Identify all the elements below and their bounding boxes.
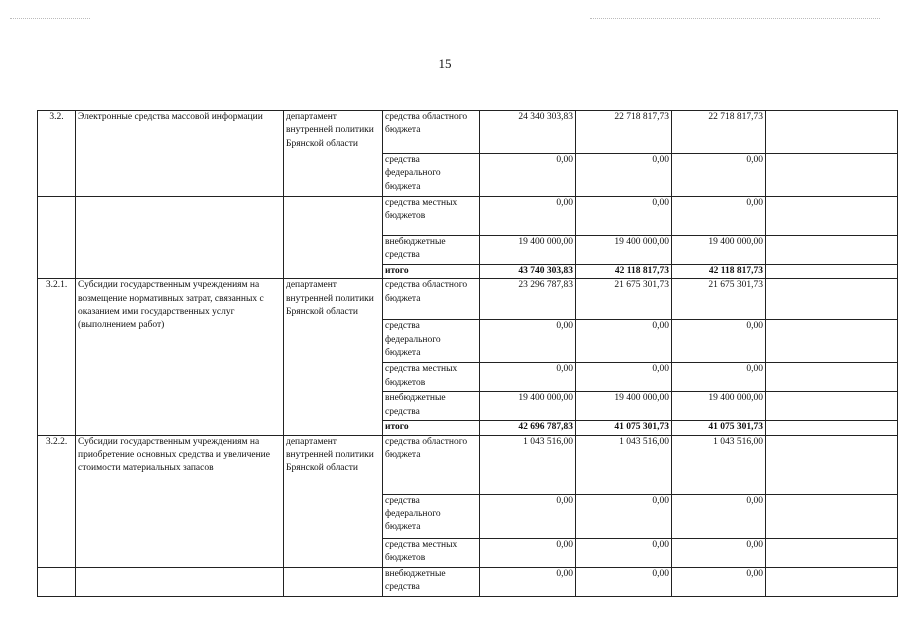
empty-cell (766, 435, 898, 494)
total-label: итого (383, 421, 480, 435)
item-code: 3.2.2. (38, 435, 76, 567)
source-label: средства местных бюджетов (383, 363, 480, 392)
empty-cell (766, 494, 898, 538)
source-label: средства областного бюджета (383, 279, 480, 320)
total-cell: 42 696 787,83 (480, 421, 576, 435)
total-cell: 41 075 301,73 (672, 421, 766, 435)
source-label: внебюджетные средства (383, 567, 480, 596)
empty-cell (284, 197, 383, 279)
empty-cell (76, 197, 284, 279)
amount-cell: 24 340 303,83 (480, 111, 576, 154)
amount-cell: 0,00 (672, 154, 766, 197)
amount-cell: 0,00 (672, 538, 766, 567)
responsible-cell: департамент внутренней политики Брянской области (284, 111, 383, 197)
empty-cell (766, 421, 898, 435)
responsible-cell: департамент внутренней политики Брянской области (284, 279, 383, 435)
amount-cell: 21 675 301,73 (672, 279, 766, 320)
total-cell: 41 075 301,73 (576, 421, 672, 435)
source-label: средства областного бюджета (383, 435, 480, 494)
item-title: Субсидии государственным учреждениям на возмещение нормативных затрат, связанных с оказанием ими государственных услуг (выполнением работ) (76, 279, 284, 435)
amount-cell: 0,00 (480, 538, 576, 567)
total-cell: 43 740 303,83 (480, 265, 576, 279)
empty-cell (766, 392, 898, 421)
item-code: 3.2. (38, 111, 76, 197)
empty-cell (284, 567, 383, 596)
empty-cell (766, 320, 898, 363)
amount-cell: 0,00 (672, 197, 766, 236)
scan-artifact (10, 18, 90, 20)
empty-cell (766, 567, 898, 596)
source-label: средства федерального бюджета (383, 494, 480, 538)
table-row (38, 279, 898, 320)
empty-cell (766, 111, 898, 154)
amount-cell: 0,00 (576, 363, 672, 392)
amount-cell: 0,00 (672, 320, 766, 363)
empty-cell (76, 567, 284, 596)
amount-cell: 23 296 787,83 (480, 279, 576, 320)
total-label: итого (383, 265, 480, 279)
table-row (38, 435, 898, 494)
amount-cell: 0,00 (480, 154, 576, 197)
amount-cell: 1 043 516,00 (480, 435, 576, 494)
total-cell: 42 118 817,73 (672, 265, 766, 279)
amount-cell: 0,00 (576, 197, 672, 236)
amount-cell: 1 043 516,00 (576, 435, 672, 494)
amount-cell: 0,00 (480, 363, 576, 392)
amount-cell: 19 400 000,00 (480, 236, 576, 265)
amount-cell: 19 400 000,00 (576, 236, 672, 265)
amount-cell: 21 675 301,73 (576, 279, 672, 320)
budget-table (37, 110, 898, 597)
source-label: внебюджетные средства (383, 392, 480, 421)
total-cell: 42 118 817,73 (576, 265, 672, 279)
empty-cell (766, 279, 898, 320)
amount-cell: 0,00 (480, 320, 576, 363)
source-label: средства федерального бюджета (383, 154, 480, 197)
source-label: средства местных бюджетов (383, 538, 480, 567)
item-title: Субсидии государственным учреждениям на приобретение основных средства и увеличение стоимости материальных запасов (76, 435, 284, 567)
scan-artifact (590, 18, 880, 20)
empty-cell (766, 154, 898, 197)
amount-cell: 0,00 (576, 494, 672, 538)
empty-cell (766, 197, 898, 236)
amount-cell: 19 400 000,00 (576, 392, 672, 421)
amount-cell: 1 043 516,00 (672, 435, 766, 494)
empty-cell (38, 567, 76, 596)
amount-cell: 0,00 (576, 567, 672, 596)
amount-cell: 0,00 (672, 363, 766, 392)
amount-cell: 0,00 (576, 538, 672, 567)
responsible-cell: департамент внутренней политики Брянской области (284, 435, 383, 567)
source-label: внебюджетные средства (383, 236, 480, 265)
amount-cell: 22 718 817,73 (672, 111, 766, 154)
table-row (38, 567, 898, 596)
amount-cell: 19 400 000,00 (480, 392, 576, 421)
amount-cell: 19 400 000,00 (672, 236, 766, 265)
table-row (38, 111, 898, 154)
table-row (38, 197, 898, 236)
amount-cell: 22 718 817,73 (576, 111, 672, 154)
amount-cell: 0,00 (672, 567, 766, 596)
source-label: средства местных бюджетов (383, 197, 480, 236)
amount-cell: 19 400 000,00 (672, 392, 766, 421)
source-label: средства федерального бюджета (383, 320, 480, 363)
empty-cell (766, 363, 898, 392)
amount-cell: 0,00 (576, 320, 672, 363)
source-label: средства областного бюджета (383, 111, 480, 154)
amount-cell: 0,00 (480, 494, 576, 538)
item-code: 3.2.1. (38, 279, 76, 435)
amount-cell: 0,00 (672, 494, 766, 538)
page-number: 15 (438, 56, 452, 71)
empty-cell (766, 538, 898, 567)
empty-cell (766, 236, 898, 265)
amount-cell: 0,00 (480, 197, 576, 236)
empty-cell (38, 197, 76, 279)
empty-cell (766, 265, 898, 279)
amount-cell: 0,00 (576, 154, 672, 197)
item-title: Электронные средства массовой информации (76, 111, 284, 197)
amount-cell: 0,00 (480, 567, 576, 596)
